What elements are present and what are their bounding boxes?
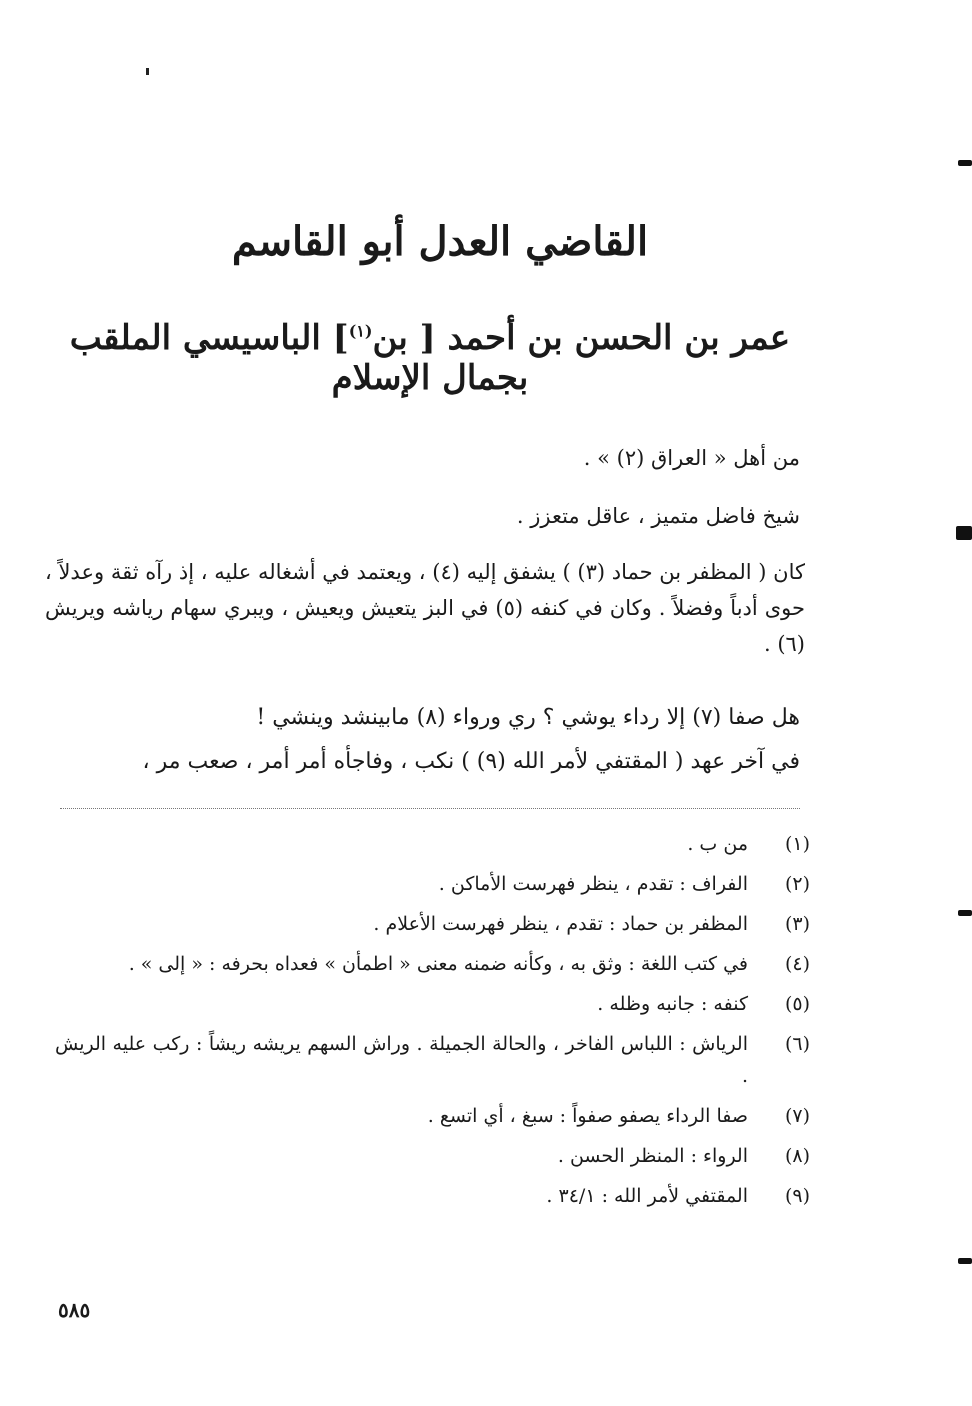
stray-mark <box>146 68 149 75</box>
paragraph-origin: من أهل « العراق (٢) » . <box>583 446 800 470</box>
footnote-item <box>55 1028 810 1092</box>
footnote-item <box>55 988 810 1020</box>
footnote-text: الرياش : اللباس الفاخر ، والحالة الجميلة . وراش السهم يريشه ريشاً : ركب عليه الريش . <box>55 1033 748 1087</box>
page-title: القاضي العدل أبو القاسم <box>231 218 649 265</box>
footnote-text: المقتفي لأمر الله : ٣٤/١ . <box>546 1185 748 1207</box>
edge-mark <box>958 910 972 916</box>
footnote-number: (٣) <box>784 913 810 935</box>
edge-mark <box>958 160 972 166</box>
paragraph-description: شيخ فاضل متميز ، عاقل متعزز . <box>516 504 800 528</box>
footnote-number: (١) <box>784 833 810 855</box>
footnotes-list <box>55 828 810 1220</box>
verse-line-1: هل صفا (٧) إلا رداء يوشي ؟ ري ورواء (٨) مابينشد وينشي ! <box>256 705 800 730</box>
footnote-ref[interactable]: (١) <box>348 321 373 341</box>
footnote-number: (٨) <box>784 1145 810 1167</box>
edge-mark <box>956 526 972 540</box>
subtitle-part: عمر بن الحسن بن أحمد [ بن <box>372 318 791 358</box>
footnote-text: كنفه : جانبه وظله . <box>597 993 748 1015</box>
footnote-number: (٤) <box>784 953 810 975</box>
footnote-item <box>55 828 810 860</box>
page-subtitle <box>60 318 800 398</box>
footnote-text: المظفر بن حماد : تقدم ، ينظر فهرست الأعلام . <box>373 913 748 935</box>
footnote-text: الرواء : المنظر الحسن . <box>557 1145 748 1167</box>
verse-line-2: في آخر عهد ( المقتفي لأمر الله (٩) ) نكب ، وفاجأه أمر أمر ، صعب مر ، <box>142 749 800 774</box>
footnote-item <box>55 948 810 980</box>
footnote-text: من ب . <box>687 833 748 855</box>
paragraph-biography: كان ( المظفر بن حماد (٣) ) يشفق إليه (٤) ، ويعتمد في أشغاله عليه ، إذ رآه ثقة وعدلاً ، حوى أدباً وفضلاً . وكان في كنفه (٥) في البز يتعيش ويعيش ، ويبري سهام رياشه ويريش (٦) . <box>45 560 806 656</box>
footnote-item <box>55 1140 810 1172</box>
footnote-number: (٦) <box>784 1033 810 1055</box>
footnote-text: الفراف : تقدم ، ينظر فهرست الأماكن . <box>438 873 748 895</box>
footnote-number: (٥) <box>784 993 810 1015</box>
edge-mark <box>958 1258 972 1264</box>
subtitle-part: ] الباسيسي الملقب بجمال الإسلام <box>69 318 529 398</box>
footnote-item <box>55 1100 810 1132</box>
page-number: ٥٨٥ <box>58 1298 91 1322</box>
footnote-item <box>55 1180 810 1212</box>
footnote-item <box>55 868 810 900</box>
footnote-number: (٧) <box>784 1105 810 1127</box>
footnote-item <box>55 908 810 940</box>
footnote-number: (٩) <box>784 1185 810 1207</box>
verse-block <box>50 696 800 784</box>
footnote-text: صفا الرداء يصفو صفواً : سبغ ، أي اتسع . <box>427 1105 748 1127</box>
footnote-number: (٢) <box>784 873 810 895</box>
footnote-divider <box>60 808 800 810</box>
footnote-text: في كتب اللغة : وثق به ، وكأنه ضمنه معنى « اطمأن » فعداه بحرفه : « إلى » . <box>128 953 748 975</box>
